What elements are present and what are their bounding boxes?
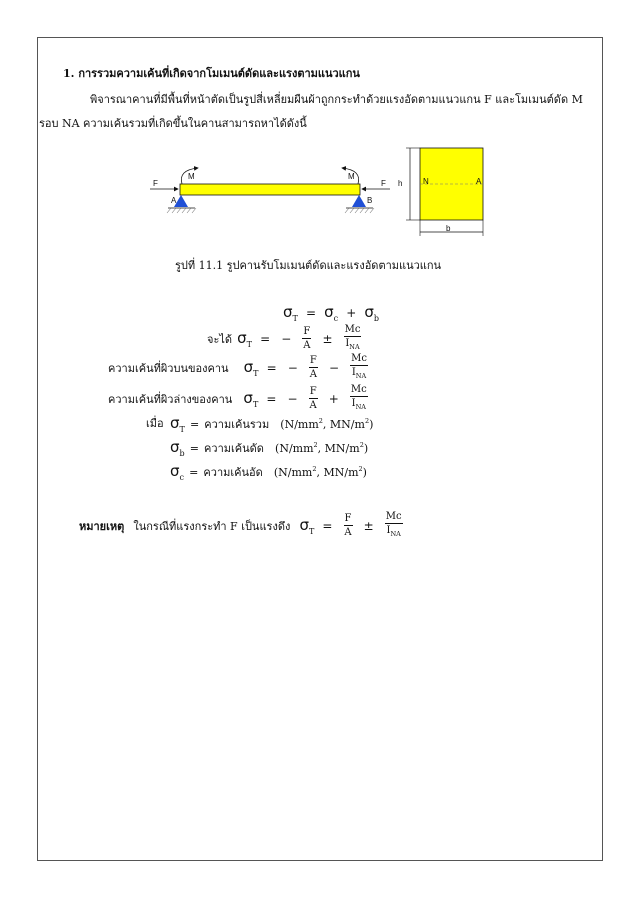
definition-compressive-stress: $\sigma_c$ = ความเค้นอัด ($N/mm^2$, $MN/m^2$) (170, 462, 367, 482)
beam (180, 184, 360, 195)
definition-bending-stress: $\sigma_b$ = ความเค้นดัด ($N/mm^2$, $MN/m^2$) (170, 438, 369, 458)
equation-sum: $\sigma_T = \sigma_c + \sigma_b$ (283, 303, 379, 323)
support-left-label: A (171, 196, 177, 205)
width-label: b (446, 224, 451, 233)
note: หมายเหตุ ในกรณีที่แรงกระทำ F เป็นแรงดึง $\sigma_T$ = $\frac{F}{A}$ ± $\frac{Mc}{I_{NA}}$ (79, 511, 402, 538)
moment-left-label: M (188, 172, 195, 181)
paragraph-line-1: พิจารณาคานที่มีพื้นที่หน้าตัดเป็นรูปสี่เหลี่ยมผืนผ้าถูกกระทำด้วยแรงอัดตามแนวแกน F และโมเมนต์ดัด M (90, 93, 583, 106)
neutral-a-label: A (476, 177, 482, 186)
force-right-label: F (381, 179, 386, 188)
equation-bottom-surface: ความเค้นที่ผิวล่างของคาน $\sigma_T$ = − $\frac{F}{A}$ + $\frac{Mc}{I_{NA}}$ (108, 384, 367, 411)
support-right-label: B (367, 196, 373, 205)
force-left-label: F (153, 179, 158, 188)
definition-total-stress: $\sigma_T$ = ความเค้นรวม ($N/mm^2$, $MN/m^2$) (170, 414, 374, 434)
neutral-n-label: N (423, 177, 429, 186)
definitions-where: เมื่อ (146, 417, 164, 430)
equation-general: จะได้ $\sigma_T$ = − $\frac{F}{A}$ ± $\frac{Mc}{I_{NA}}$ (207, 324, 361, 351)
beam-diagram (140, 158, 403, 218)
figure-caption: รูปที่ 11.1 รูปคานรับโมเมนต์ดัดและแรงอัดตามแนวแกน (175, 259, 442, 272)
section-heading: 1. การรวมความเค้นที่เกิดจากโมเมนต์ดัดและแรงตามแนวแกน (63, 67, 360, 80)
support-right-icon (352, 195, 366, 207)
moment-right-label: M (348, 172, 355, 181)
paragraph-line-2: รอบ NA ความเค้นรวมที่เกิดขึ้นในคานสามารถหาได้ดังนี้ (39, 117, 307, 130)
ground-hatch (167, 208, 374, 213)
equation-top-surface: ความเค้นที่ผิวบนของคาน $\sigma_T$ = − $\frac{F}{A}$ − $\frac{Mc}{I_{NA}}$ (108, 353, 367, 380)
height-label: h (398, 179, 403, 188)
